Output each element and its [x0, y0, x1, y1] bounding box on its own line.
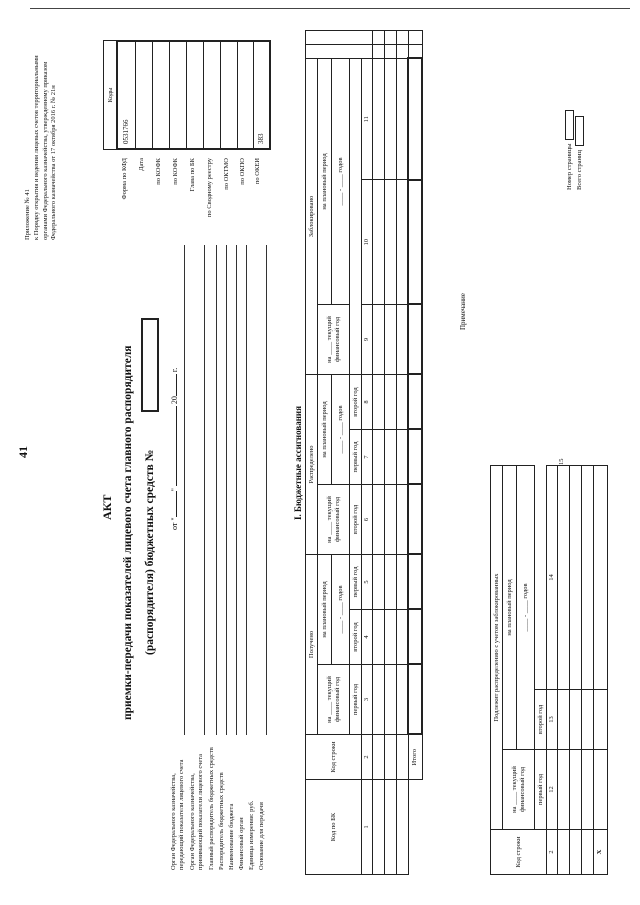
received-plan-period: на плановый период: [318, 555, 332, 665]
code-value-glava: [187, 42, 204, 148]
info-row: передающий показатели лицевого счета: [178, 759, 185, 870]
page-footer: Номер страницы Всего страниц: [565, 110, 586, 190]
total-label: Итого: [408, 735, 422, 780]
lower-group: Подлежит распределению с учетом заблокированных: [491, 466, 503, 830]
x-row: [593, 466, 607, 875]
info-row: принимающий показатели лицевого счета: [197, 753, 204, 870]
code-label-registry: по Сводному реестру: [206, 158, 213, 218]
col-bk-header: Код по БК: [306, 780, 362, 875]
note-col-number: 15: [558, 458, 565, 465]
total-row: [408, 31, 422, 875]
info-row: Орган Федерального казначейства,: [170, 773, 177, 870]
appendix-note: Приложение № 41 к Порядку открытия и ведения лицевых счетов территориальными органами Федерального казначейства, утвержденному приказом Федерального казначейства от 17 октября 2016 г. № 21н: [24, 55, 58, 240]
code-label-form: Форма по КФД: [121, 158, 128, 200]
group-reserved: Заблокировано: [306, 59, 318, 375]
col-row-header: Код строки: [306, 735, 362, 780]
table-row: [569, 466, 581, 875]
code-value-kofk1: [153, 42, 170, 148]
code-label-date: Дата: [138, 158, 145, 171]
code-value-okei: 383: [257, 133, 265, 144]
table-row: [581, 466, 593, 875]
act-subtitle-1: приемки-передачи показателей лицевого счета главного распорядителя: [122, 345, 134, 720]
distributed-current-year: на ____ текущий финансовый год: [318, 485, 350, 555]
allocations-table: Код по БК Код строки Получено Распределено Заблокировано на ____ текущий финансовый год на плановый период на ____ текущий финансовый год на плановый период на ____ текущий финансовый год на плановый период ____ - ____ годов ____ - ____ годов ____ - ____ годов первый год второй год первый год второй год первый год второй год 1 2 3 4 5 6 7 8 9 10 11 Итого: [305, 30, 423, 875]
code-label-okpo: по ОКПО: [239, 158, 246, 185]
rotated-document: [10, 30, 620, 890]
note-label: Примечание: [459, 293, 467, 330]
x-mark: Х: [593, 830, 607, 875]
received-current-year: на ____ текущий финансовый год: [318, 665, 350, 735]
info-row: Основание для передачи: [258, 802, 265, 870]
act-number-box: [141, 318, 159, 412]
code-value-oktmo: [221, 42, 238, 148]
table-row: [396, 31, 408, 875]
codes-box: [116, 40, 271, 150]
info-row: Наименование бюджета: [228, 803, 235, 870]
distribution-table: Код строки Подлежит распределению с учетом заблокированных на ____ текущий финансовый год на плановый период ____ - ____ годов первый год второй год 2 12 13 14 Х: [490, 465, 608, 875]
code-value-registry: [204, 42, 221, 148]
code-label-oktmo: по ОКТМО: [223, 158, 230, 190]
reserved-current-year: на ____ текущий финансовый год: [318, 305, 350, 375]
group-distributed: Распределено: [306, 375, 318, 555]
group-received: Получено: [306, 555, 318, 735]
info-row: Распорядитель бюджетных средств: [218, 772, 225, 870]
code-label-okei: по ОКЕИ: [254, 158, 261, 185]
code-label-kofk1: по КОФК: [155, 158, 162, 185]
codes-header: Коды: [103, 40, 117, 150]
info-row: Единица измерения: руб.: [248, 800, 255, 870]
info-row: Главный распорядитель бюджетных средств: [208, 747, 215, 870]
section-title: I. Бюджетные ассигнования: [293, 406, 303, 520]
table-row: [372, 31, 384, 875]
distributed-plan-period: на плановый период: [318, 375, 332, 485]
act-subtitle-2: (распорядителя) бюджетных средств №: [144, 449, 156, 655]
code-value-form: 0531766: [118, 42, 136, 148]
code-value-kofk2: [170, 42, 187, 148]
lower-col-row: Код строки: [491, 830, 547, 875]
act-date-line: от "" 20 г.: [170, 367, 179, 530]
act-title: АКТ: [100, 494, 114, 520]
reserved-plan-period: на плановый период: [318, 59, 332, 305]
code-label-kofk2: по КОФК: [172, 158, 179, 185]
table-row: [557, 466, 569, 875]
table-row: [384, 31, 396, 875]
info-row: Орган Федерального казначейства,: [189, 773, 196, 870]
code-value-date: [136, 42, 153, 148]
page-number: 41: [16, 446, 30, 458]
code-value-okpo: [238, 42, 254, 148]
info-row: Финансовый орган: [238, 817, 245, 870]
code-label-glava: Глава по БК: [189, 158, 196, 192]
